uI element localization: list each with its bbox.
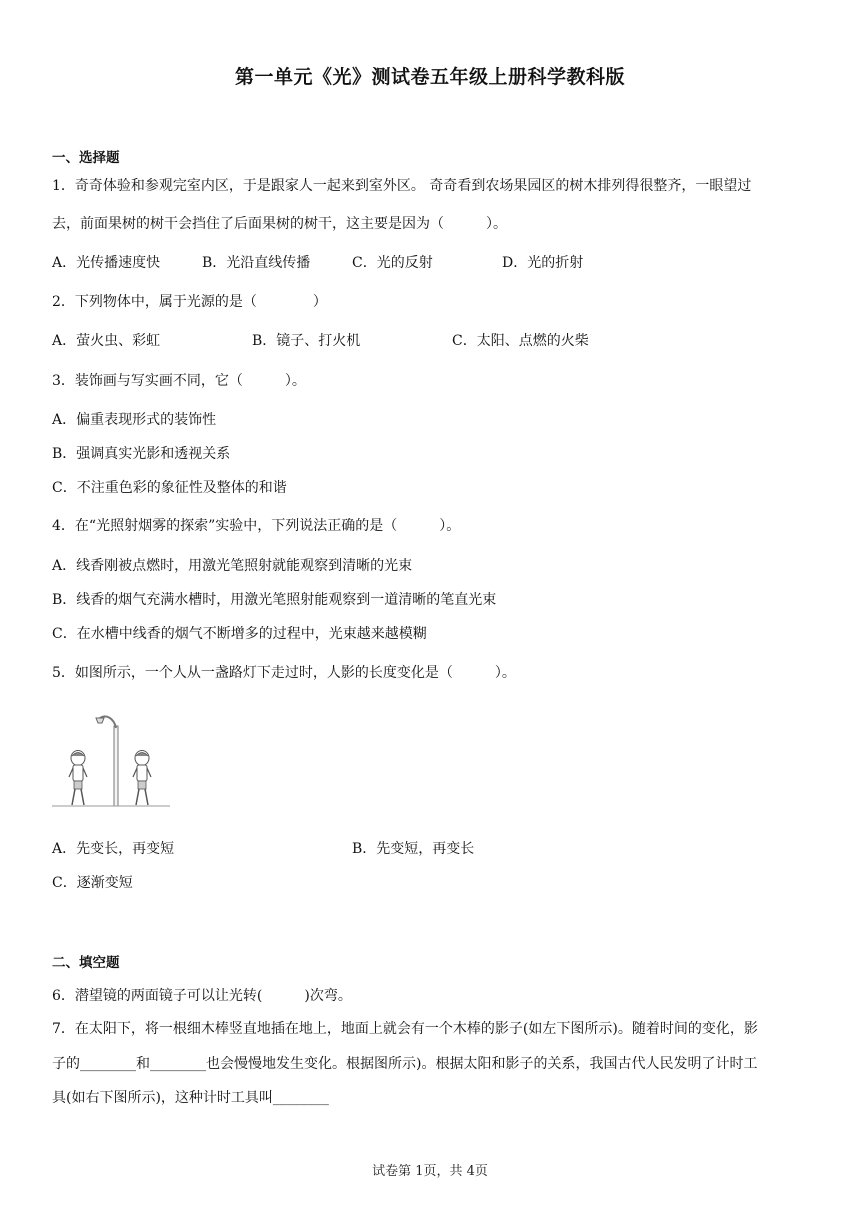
question-4-option-a: A．线香刚被点燃时，用激光笔照射就能观察到清晰的光束: [52, 558, 413, 574]
question-1-line-1: 1．奇奇体验和参观完室内区，于是跟家人一起来到室外区。 奇奇看到农场果园区的树木排列得很整齐，一眼望过: [52, 178, 752, 194]
question-7-line-1: 7．在太阳下，将一根细木棒竖直地插在地上，地面上就会有一个木棒的影子(如左下图所示)。随着时间的变化，影: [52, 1021, 758, 1037]
question-4-option-b: B．线香的烟气充满水槽时，用激光笔照射能观察到一道清晰的笔直光束: [52, 592, 497, 608]
streetlamp-figure: [52, 710, 170, 810]
section-heading-fill: 二、填空题: [52, 955, 120, 971]
question-2-option-c: C．太阳、点燃的火柴: [452, 333, 589, 349]
question-7-line-3: 具(如右下图所示)，这种计时工具叫________: [52, 1090, 329, 1106]
question-7-line-2: 子的________和________也会慢慢地发生变化。根据图所示)。根据太阳和影子的关系，我国古代人民发明了计时工: [52, 1056, 758, 1072]
question-3-option-c: C．不注重色彩的象征性及整体的和谐: [52, 480, 287, 496]
question-4-option-c: C．在水槽中线香的烟气不断增多的过程中，光束越来越模糊: [52, 626, 427, 642]
section-heading-choice: 一、选择题: [52, 150, 120, 166]
question-1-option-d: D．光的折射: [502, 255, 584, 271]
question-1-option-a: A．光传播速度快: [52, 255, 161, 271]
question-6-stem: 6．潜望镜的两面镜子可以让光转( )次弯。: [52, 988, 352, 1004]
question-2-option-a: A．萤火虫、彩虹: [52, 333, 161, 349]
street-lamp-icon: [96, 716, 118, 806]
question-1-option-c: C．光的反射: [352, 255, 433, 271]
question-5-option-c: C．逐渐变短: [52, 875, 133, 891]
page-title: 第一单元《光》测试卷五年级上册科学教科版: [234, 66, 625, 88]
question-5-option-a: A．先变长，再变短: [52, 841, 175, 857]
question-5-option-b: B．先变短，再变长: [352, 841, 475, 857]
question-2-stem: 2．下列物体中，属于光源的是（ ）: [52, 294, 327, 310]
question-3-option-b: B．强调真实光影和透视关系: [52, 446, 231, 462]
question-4-stem: 4．在“光照射烟雾的探索”实验中，下列说法正确的是（ ）。: [52, 518, 461, 534]
walking-boy-icon: [133, 751, 151, 806]
question-1-option-b: B．光沿直线传播: [202, 255, 311, 271]
question-3-stem: 3．装饰画与写实画不同，它（ ）。: [52, 373, 306, 389]
question-2-option-b: B．镜子、打火机: [252, 333, 361, 349]
question-3-option-a: A．偏重表现形式的装饰性: [52, 412, 217, 428]
question-5-stem: 5．如图所示，一个人从一盏路灯下走过时，人影的长度变化是（ ）。: [52, 665, 516, 681]
question-1-line-2: 去，前面果树的树干会挡住了后面果树的树干，这主要是因为（ ）。: [52, 216, 507, 232]
page-footer: 试卷第 1页，共 4页: [372, 1164, 488, 1179]
walking-boy-icon: [69, 751, 87, 806]
